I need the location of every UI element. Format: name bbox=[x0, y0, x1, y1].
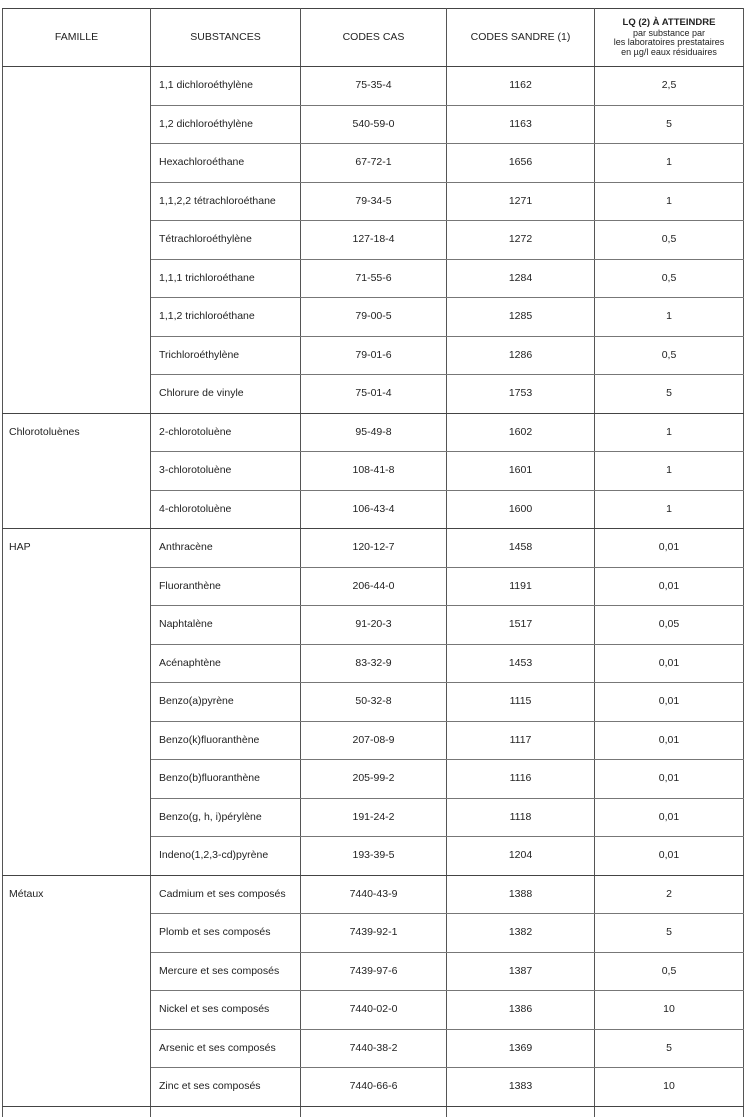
sandre-code-cell: 1118 bbox=[447, 798, 595, 837]
cas-code-cell: 7440-38-2 bbox=[301, 1029, 447, 1068]
substance-cell: Trichloroéthylène bbox=[151, 336, 301, 375]
sandre-code-cell: 1191 bbox=[447, 567, 595, 606]
lq-value-cell: 5 bbox=[595, 914, 744, 953]
cas-code-cell: 7440-02-0 bbox=[301, 991, 447, 1030]
cas-code-cell: 71-55-6 bbox=[301, 259, 447, 298]
famille-cell bbox=[3, 67, 151, 414]
sandre-code-cell: 1517 bbox=[447, 606, 595, 645]
famille-cell: Chlorotoluènes bbox=[3, 413, 151, 529]
empty-cell bbox=[3, 1106, 151, 1117]
substance-cell: Acénaphtène bbox=[151, 644, 301, 683]
substance-cell: Nickel et ses composés bbox=[151, 991, 301, 1030]
header-lq-line3: les laboratoires prestataires bbox=[613, 37, 725, 47]
sandre-code-cell: 1117 bbox=[447, 721, 595, 760]
cas-code-cell: 7439-92-1 bbox=[301, 914, 447, 953]
lq-value-cell: 0,5 bbox=[595, 952, 744, 991]
substance-cell: Anthracène bbox=[151, 529, 301, 568]
cas-code-cell: 50-32-8 bbox=[301, 683, 447, 722]
cas-code-cell: 540-59-0 bbox=[301, 105, 447, 144]
cas-code-cell: 7440-66-6 bbox=[301, 1068, 447, 1107]
lq-value-cell: 0,5 bbox=[595, 259, 744, 298]
cas-code-cell: 75-35-4 bbox=[301, 67, 447, 106]
substance-cell: Benzo(k)fluoranthène bbox=[151, 721, 301, 760]
substance-cell: Benzo(a)pyrène bbox=[151, 683, 301, 722]
header-lq-line2: par substance par bbox=[632, 27, 706, 38]
header-lq-line4: en µg/l eaux résiduaires bbox=[621, 46, 717, 57]
famille-cell: Métaux bbox=[3, 875, 151, 1106]
cas-code-cell: 127-18-4 bbox=[301, 221, 447, 260]
cas-code-cell: 207-08-9 bbox=[301, 721, 447, 760]
lq-value-cell: 0,01 bbox=[595, 760, 744, 799]
lq-value-cell: 1 bbox=[595, 490, 744, 529]
cas-code-cell: 79-00-5 bbox=[301, 298, 447, 337]
substance-cell: Arsenic et ses composés bbox=[151, 1029, 301, 1068]
header-lq bbox=[595, 9, 744, 67]
sandre-code-cell: 1286 bbox=[447, 336, 595, 375]
sandre-code-cell: 1369 bbox=[447, 1029, 595, 1068]
sandre-code-cell: 1116 bbox=[447, 760, 595, 799]
cas-code-cell: 206-44-0 bbox=[301, 567, 447, 606]
substance-cell: 1,1 dichloroéthylène bbox=[151, 67, 301, 106]
sandre-code-cell: 1284 bbox=[447, 259, 595, 298]
sandre-code-cell: 1602 bbox=[447, 413, 595, 452]
sandre-code-cell: 1386 bbox=[447, 991, 595, 1030]
empty-cell bbox=[151, 1106, 301, 1117]
substances-table bbox=[2, 8, 744, 1117]
cas-code-cell: 193-39-5 bbox=[301, 837, 447, 876]
sandre-code-cell: 1453 bbox=[447, 644, 595, 683]
lq-value-cell: 0,01 bbox=[595, 798, 744, 837]
lq-value-cell: 2 bbox=[595, 875, 744, 914]
lq-value-cell: 2,5 bbox=[595, 67, 744, 106]
sandre-code-cell: 1285 bbox=[447, 298, 595, 337]
header-substances: SUBSTANCES bbox=[151, 9, 301, 67]
lq-value-cell: 1 bbox=[595, 298, 744, 337]
sandre-code-cell: 1272 bbox=[447, 221, 595, 260]
header-codes-sandre: CODES SANDRE (1) bbox=[447, 9, 595, 67]
lq-value-cell: 1 bbox=[595, 144, 744, 183]
cas-code-cell: 79-01-6 bbox=[301, 336, 447, 375]
lq-value-cell: 10 bbox=[595, 1068, 744, 1107]
lq-value-cell: 0,01 bbox=[595, 837, 744, 876]
cas-code-cell: 83-32-9 bbox=[301, 644, 447, 683]
empty-cell bbox=[447, 1106, 595, 1117]
sandre-code-cell: 1387 bbox=[447, 952, 595, 991]
substance-cell: Chlorure de vinyle bbox=[151, 375, 301, 414]
substance-cell: Indeno(1,2,3-cd)pyrène bbox=[151, 837, 301, 876]
sandre-code-cell: 1458 bbox=[447, 529, 595, 568]
cas-code-cell: 67-72-1 bbox=[301, 144, 447, 183]
sandre-code-cell: 1271 bbox=[447, 182, 595, 221]
substance-cell: Hexachloroéthane bbox=[151, 144, 301, 183]
lq-value-cell: 0,01 bbox=[595, 721, 744, 760]
lq-value-cell: 0,01 bbox=[595, 644, 744, 683]
sandre-code-cell: 1600 bbox=[447, 490, 595, 529]
sandre-code-cell: 1163 bbox=[447, 105, 595, 144]
cas-code-cell: 7439-97-6 bbox=[301, 952, 447, 991]
lq-value-cell: 0,5 bbox=[595, 221, 744, 260]
empty-cell bbox=[595, 1106, 744, 1117]
lq-value-cell: 0,01 bbox=[595, 683, 744, 722]
sandre-code-cell: 1115 bbox=[447, 683, 595, 722]
sandre-code-cell: 1162 bbox=[447, 67, 595, 106]
lq-value-cell: 0,05 bbox=[595, 606, 744, 645]
substance-cell: 2-chlorotoluène bbox=[151, 413, 301, 452]
sandre-code-cell: 1204 bbox=[447, 837, 595, 876]
cas-code-cell: 7440-43-9 bbox=[301, 875, 447, 914]
substance-cell: 4-chlorotoluène bbox=[151, 490, 301, 529]
sandre-code-cell: 1753 bbox=[447, 375, 595, 414]
lq-value-cell: 0,01 bbox=[595, 529, 744, 568]
substance-cell: Fluoranthène bbox=[151, 567, 301, 606]
empty-cell bbox=[301, 1106, 447, 1117]
table-row bbox=[3, 413, 744, 452]
header-codes-cas: CODES CAS bbox=[301, 9, 447, 67]
substance-cell: Naphtalène bbox=[151, 606, 301, 645]
sandre-code-cell: 1601 bbox=[447, 452, 595, 491]
substance-cell: 1,1,2,2 tétrachloroéthane bbox=[151, 182, 301, 221]
lq-value-cell: 1 bbox=[595, 452, 744, 491]
cas-code-cell: 205-99-2 bbox=[301, 760, 447, 799]
cas-code-cell: 120-12-7 bbox=[301, 529, 447, 568]
substance-cell: Cadmium et ses composés bbox=[151, 875, 301, 914]
cas-code-cell: 79-34-5 bbox=[301, 182, 447, 221]
header-lq-line1: LQ (2) À ATTEINDRE bbox=[622, 17, 716, 28]
lq-value-cell: 0,01 bbox=[595, 567, 744, 606]
cas-code-cell: 106-43-4 bbox=[301, 490, 447, 529]
table-row bbox=[3, 529, 744, 568]
cas-code-cell: 95-49-8 bbox=[301, 413, 447, 452]
header-famille: FAMILLE bbox=[3, 9, 151, 67]
substance-cell: Benzo(b)fluoranthène bbox=[151, 760, 301, 799]
sandre-code-cell: 1388 bbox=[447, 875, 595, 914]
table-body bbox=[3, 67, 744, 1117]
famille-cell: HAP bbox=[3, 529, 151, 876]
cas-code-cell: 191-24-2 bbox=[301, 798, 447, 837]
lq-value-cell: 10 bbox=[595, 991, 744, 1030]
table-row-partial bbox=[3, 1106, 744, 1117]
substance-cell: 1,2 dichloroéthylène bbox=[151, 105, 301, 144]
substance-cell: Mercure et ses composés bbox=[151, 952, 301, 991]
substance-cell: Plomb et ses composés bbox=[151, 914, 301, 953]
substance-cell: Zinc et ses composés bbox=[151, 1068, 301, 1107]
sandre-code-cell: 1656 bbox=[447, 144, 595, 183]
table-row bbox=[3, 67, 744, 106]
substance-cell: Benzo(g, h, i)pérylène bbox=[151, 798, 301, 837]
lq-value-cell: 1 bbox=[595, 413, 744, 452]
lq-value-cell: 5 bbox=[595, 105, 744, 144]
lq-value-cell: 5 bbox=[595, 1029, 744, 1068]
substance-cell: 1,1,1 trichloroéthane bbox=[151, 259, 301, 298]
lq-value-cell: 1 bbox=[595, 182, 744, 221]
table-row bbox=[3, 875, 744, 914]
cas-code-cell: 91-20-3 bbox=[301, 606, 447, 645]
cas-code-cell: 108-41-8 bbox=[301, 452, 447, 491]
substance-cell: 3-chlorotoluène bbox=[151, 452, 301, 491]
sandre-code-cell: 1382 bbox=[447, 914, 595, 953]
substance-cell: Tétrachloroéthylène bbox=[151, 221, 301, 260]
lq-value-cell: 0,5 bbox=[595, 336, 744, 375]
table-header bbox=[3, 9, 744, 67]
substance-cell: 1,1,2 trichloroéthane bbox=[151, 298, 301, 337]
sandre-code-cell: 1383 bbox=[447, 1068, 595, 1107]
lq-value-cell: 5 bbox=[595, 375, 744, 414]
cas-code-cell: 75-01-4 bbox=[301, 375, 447, 414]
